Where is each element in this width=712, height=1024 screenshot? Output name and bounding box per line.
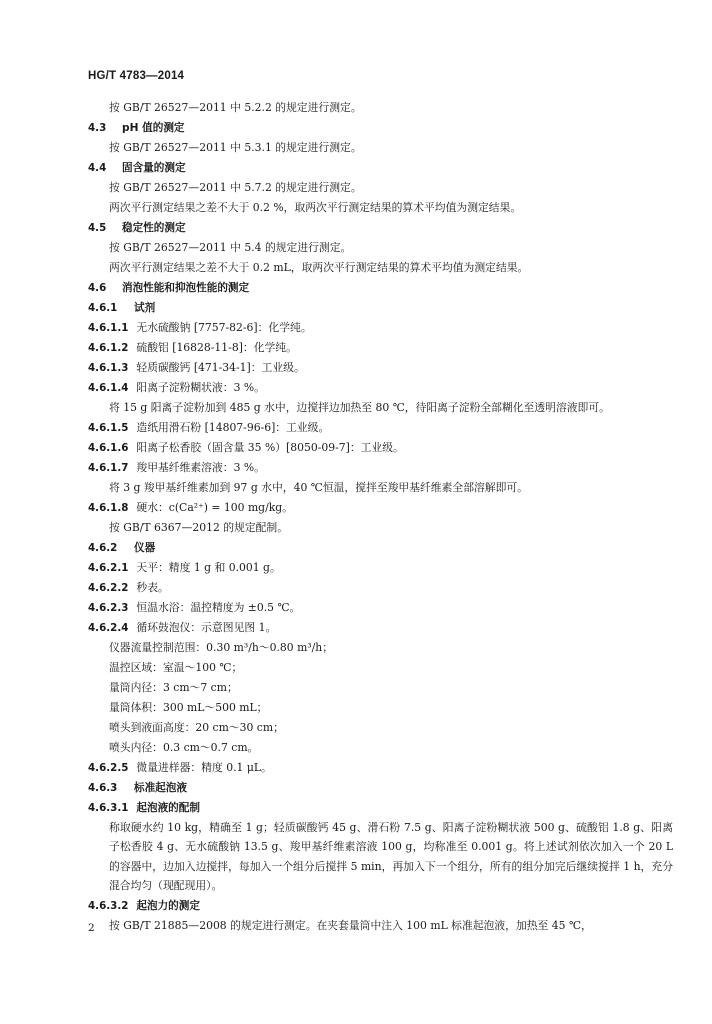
heading-text: 仪器 <box>134 541 156 554</box>
clause-text: 阳离子淀粉糊状液：3 %。 <box>136 381 265 394</box>
clause-item <box>88 458 673 478</box>
standard-code-header: HG/T 4783—2014 <box>88 70 185 82</box>
body-text-line: 按 GB/T 6367—2012 的规定配制。 <box>109 520 289 534</box>
clause-number: 4.6.3 <box>88 781 118 794</box>
heading-text: pH 值的测定 <box>122 122 185 134</box>
section-heading <box>88 896 673 916</box>
clause-text: 轻质碳酸钙 [471-34-1]：工业级。 <box>136 361 305 374</box>
clause-number: 4.6.1.2 <box>88 342 129 354</box>
heading-text: 试剂 <box>134 302 156 314</box>
clause-number: 4.6.2.1 <box>88 561 129 574</box>
body-text-line: 按 GB/T 26527—2011 中 5.2.2 的规定进行测定。 <box>109 101 362 114</box>
clause-number: 4.6.1.7 <box>88 461 129 474</box>
body-text-line: 量筒内径：3 cm～7 cm； <box>109 680 238 694</box>
section-heading <box>88 798 673 818</box>
clause-item <box>88 618 673 638</box>
clause-number: 4.6.3.2 <box>88 899 129 912</box>
clause-text: 硫酸铝 [16828-11-8]：化学纯。 <box>136 341 297 354</box>
body-text-line: 喷头到液面高度：20 cm～30 cm； <box>109 720 284 734</box>
body-text-line: 将 3 g 羧甲基纤维素加到 97 g 水中，40 ℃恒温，搅拌至羧甲基纤维素全部溶解即可。 <box>109 480 528 494</box>
clause-number: 4.6 <box>88 282 107 294</box>
clause-item <box>88 418 673 438</box>
clause-number: 4.6.1.8 <box>88 501 129 514</box>
clause-item <box>88 378 673 398</box>
heading-text: 消泡性能和抑泡性能的测定 <box>122 282 250 294</box>
body-text-line: 仪器流量控制范围：0.30 m³/h～0.80 m³/h； <box>109 640 334 654</box>
heading-text: 固含量的测定 <box>122 162 186 174</box>
heading-text: 标准起泡液 <box>134 781 187 794</box>
clause-item <box>88 498 673 518</box>
section-heading <box>88 778 673 798</box>
heading-text: 稳定性的测定 <box>122 222 186 234</box>
clause-number: 4.6.1.4 <box>88 382 129 394</box>
clause-number: 4.3 <box>88 122 107 134</box>
clause-text: 恒温水浴：温控精度为 ±0.5 ℃。 <box>136 600 301 614</box>
section-heading <box>88 118 673 138</box>
clause-text: 天平：精度 1 g 和 0.001 g。 <box>136 560 281 574</box>
clause-item <box>88 578 673 598</box>
clause-text: 微量进样器：精度 0.1 μL。 <box>136 760 272 774</box>
clause-item <box>88 598 673 618</box>
clause-number: 4.5 <box>88 222 107 234</box>
section-heading <box>88 298 673 318</box>
paragraph: 将 15 g 阳离子淀粉加到 485 g 水中，边搅拌边加热至 80 ℃，待阳离子淀粉全部糊化至透明溶液即可。 <box>109 401 610 414</box>
body-text-line: 量筒体积：300 mL～500 mL； <box>109 700 268 714</box>
clause-item <box>88 438 673 458</box>
body-text-line: 两次平行测定结果之差不大于 0.2 mL，取两次平行测定结果的算术平均值为测定结果。 <box>109 261 529 274</box>
section-heading <box>88 538 673 558</box>
clause-number: 4.6.1.6 <box>88 441 129 454</box>
clause-number: 4.4 <box>88 162 107 174</box>
body-text-line: 喷头内径：0.3 cm～0.7 cm。 <box>109 740 259 754</box>
clause-number: 4.6.2.5 <box>88 761 129 774</box>
section-heading <box>88 218 673 238</box>
body-text-line: 按 GB/T 26527—2011 中 5.4 的规定进行测定。 <box>109 241 352 254</box>
clause-item <box>88 358 673 378</box>
section-heading <box>88 278 673 298</box>
clause-number: 4.6.1.3 <box>88 362 129 374</box>
clause-text: 羧甲基纤维素溶液：3 %。 <box>136 460 265 474</box>
clause-number: 4.6.3.1 <box>88 801 129 814</box>
body-text-line: 按 GB/T 26527—2011 中 5.3.1 的规定进行测定。 <box>109 141 362 154</box>
clause-number: 4.6.2.2 <box>88 581 129 594</box>
heading-text: 起泡力的测定 <box>136 899 200 912</box>
body-text-line: 按 GB/T 21885—2008 的规定进行测定。在夹套量筒中注入 100 mL 标准起泡液，加热至 45 ℃， <box>109 918 592 932</box>
body-text-line: 温控区域：室温～100 ℃； <box>109 660 243 674</box>
clause-text: 无水硫酸钠 [7757-82-6]：化学纯。 <box>136 321 312 334</box>
document-body <box>88 98 673 936</box>
body-text-line: 按 GB/T 26527—2011 中 5.7.2 的规定进行测定。 <box>109 181 362 194</box>
clause-text: 循环鼓泡仪：示意图见图 1。 <box>136 620 277 634</box>
clause-text: 秒表。 <box>136 580 169 594</box>
clause-item <box>88 338 673 358</box>
clause-item <box>88 758 673 778</box>
clause-number: 4.6.1.5 <box>88 421 129 434</box>
clause-number: 4.6.2 <box>88 541 118 554</box>
heading-text: 起泡液的配制 <box>136 801 200 814</box>
clause-number: 4.6.2.4 <box>88 621 129 634</box>
clause-number: 4.6.1 <box>88 302 118 314</box>
clause-item <box>88 558 673 578</box>
clause-number: 4.6.2.3 <box>88 601 129 614</box>
body-text-line: 两次平行测定结果之差不大于 0.2 %，取两次平行测定结果的算术平均值为测定结果。 <box>109 201 522 214</box>
clause-number: 4.6.1.1 <box>88 322 129 334</box>
clause-text: 硬水：c(Ca²⁺) = 100 mg/kg。 <box>136 500 293 514</box>
clause-text: 阳离子松香胶（固含量 35 %）[8050-09-7]：工业级。 <box>136 440 404 454</box>
paragraph: 称取硬水约 10 kg，精确至 1 g；轻质碳酸钙 45 g、滑石粉 7.5 g、阳离子淀粉糊状液 500 g、硫酸铝 1.8 g、阳离子松香胶 4 g、无水硫酸钠 13.5 g、羧甲基纤维素溶液 100 g，均称准至 0.001 g。将上述试剂依次加入一个 20 L 的容器中，边加入边搅拌，每加入一个组分后搅拌 5 min，再加入下一个组分，所有的组分加完后继续搅拌 1 h，充分混合均匀（现配现用）。 <box>109 820 673 892</box>
clause-text: 造纸用滑石粉 [14807-96-6]：工业级。 <box>136 420 330 434</box>
clause-item <box>88 318 673 338</box>
section-heading <box>88 158 673 178</box>
page-number: 2 <box>88 922 95 934</box>
